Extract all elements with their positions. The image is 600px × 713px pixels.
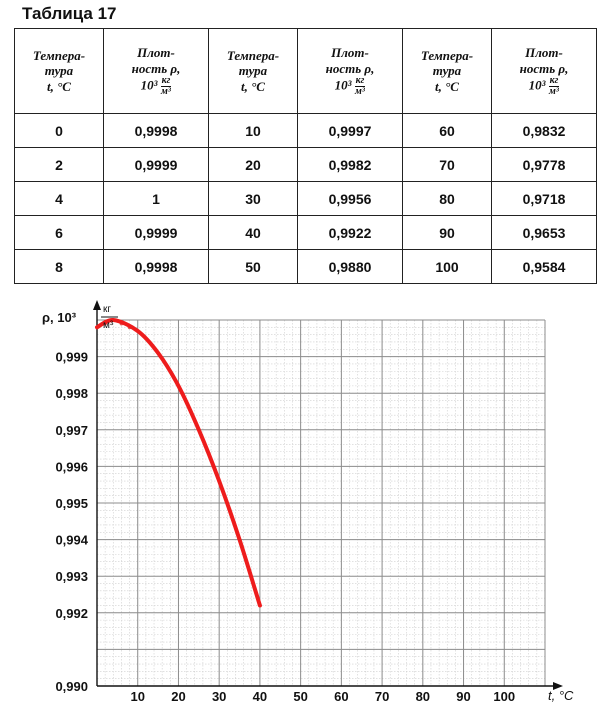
table-header-row: [15, 29, 597, 114]
density-chart: [0, 290, 600, 713]
x-tick-label: 90: [456, 689, 471, 704]
y-tick-label: 0,992: [55, 605, 88, 621]
table-row: [15, 114, 597, 148]
temp-header: [15, 29, 104, 114]
x-tick-label: 10: [130, 689, 145, 704]
table-cell: 1: [104, 182, 209, 216]
temp-header-line: Темпера-: [226, 47, 280, 63]
y-tick-label: 0,997: [55, 422, 88, 438]
density-unit: кг м³: [549, 75, 559, 98]
table-cell: 0,9998: [104, 114, 209, 148]
density-header-line: 10³: [528, 77, 546, 93]
density-unit: кг м³: [355, 75, 365, 98]
x-tick-label: 50: [293, 689, 308, 704]
table-cell: 30: [209, 182, 298, 216]
density-header-line: 10³: [140, 77, 158, 93]
density-header-line: Плот-: [331, 44, 369, 60]
density-header-line: ность ρ,: [131, 60, 181, 76]
table-cell: 2: [15, 148, 104, 182]
density-header-line: Плот-: [137, 44, 175, 60]
temp-header: [209, 29, 298, 114]
y-axis-arrow: [93, 300, 101, 310]
table-cell: 0,9880: [298, 250, 403, 284]
temp-header-line: Темпера-: [32, 47, 86, 63]
y-tick-label: 0,996: [55, 459, 88, 475]
temp-header-line: t, °C: [47, 78, 71, 94]
y-tick-label: 0,998: [55, 386, 88, 402]
temp-header-line: тура: [238, 63, 268, 79]
table-cell: 20: [209, 148, 298, 182]
tick-labels: [55, 350, 515, 704]
table-cell: 0,9778: [492, 148, 597, 182]
table-cell: 0,9718: [492, 182, 597, 216]
table-cell: 4: [15, 182, 104, 216]
table-cell: 0,9832: [492, 114, 597, 148]
density-header: [492, 29, 597, 114]
table-cell: 80: [403, 182, 492, 216]
x-tick-label: 20: [171, 689, 186, 704]
table-cell: 40: [209, 216, 298, 250]
table-row: [15, 216, 597, 250]
x-tick-label: 60: [334, 689, 349, 704]
y-tick-label: 0,994: [55, 532, 88, 548]
table-cell: 0,9922: [298, 216, 403, 250]
table-cell: 0,9982: [298, 148, 403, 182]
table-cell: 0,9584: [492, 250, 597, 284]
temp-header-line: t, °C: [241, 78, 265, 94]
temp-header-line: Темпера-: [420, 47, 474, 63]
table-cell: 0,9999: [104, 216, 209, 250]
y-tick-label: 0,995: [55, 496, 88, 511]
x-tick-label: 70: [374, 689, 390, 704]
table-row: [15, 250, 597, 284]
density-header-line: 10³: [334, 77, 352, 93]
density-header-line: ность ρ,: [325, 60, 375, 76]
y-tick-label: 0,999: [55, 349, 88, 365]
table-cell: 0,9998: [104, 250, 209, 284]
table-row: [15, 148, 597, 182]
table-cell: 10: [209, 114, 298, 148]
y-axis-unit-num: кг: [103, 304, 112, 315]
table-cell: 0,9653: [492, 216, 597, 250]
x-tick-label: 100: [493, 689, 516, 704]
grid-major: [97, 320, 545, 686]
table-cell: 0: [15, 114, 104, 148]
density-table: [14, 28, 597, 284]
x-tick-label: 80: [415, 689, 431, 704]
table-caption: Таблица 17: [22, 4, 117, 23]
density-header-line: Плот-: [525, 44, 563, 60]
table-cell: 50: [209, 250, 298, 284]
temp-header-line: тура: [432, 63, 462, 79]
table-cell: 0,9997: [298, 114, 403, 148]
table-cell: 60: [403, 114, 492, 148]
density-header-line: ность ρ,: [519, 60, 569, 76]
y-tick-label: 0,993: [55, 569, 88, 585]
table-cell: 6: [15, 216, 104, 250]
x-axis-label: t, °C: [548, 688, 574, 703]
table-cell: 0,9956: [298, 182, 403, 216]
x-tick-label: 30: [211, 689, 227, 704]
x-tick-label: 40: [252, 689, 268, 704]
y-axis-unit-den: м³: [103, 320, 114, 331]
temp-header-line: t, °C: [435, 78, 459, 94]
density-header: [298, 29, 403, 114]
density-header: [104, 29, 209, 114]
y-tick-label: 0,990: [55, 679, 88, 694]
table-cell: 0,9999: [104, 148, 209, 182]
table-cell: 70: [403, 148, 492, 182]
table-cell: 8: [15, 250, 104, 284]
temp-header: [403, 29, 492, 114]
density-unit: кг м³: [161, 75, 171, 98]
table-cell: 100: [403, 250, 492, 284]
table-cell: 90: [403, 216, 492, 250]
table-row: [15, 182, 597, 216]
temp-header-line: тура: [44, 63, 74, 79]
y-axis-label: ρ, 10³: [42, 310, 77, 325]
